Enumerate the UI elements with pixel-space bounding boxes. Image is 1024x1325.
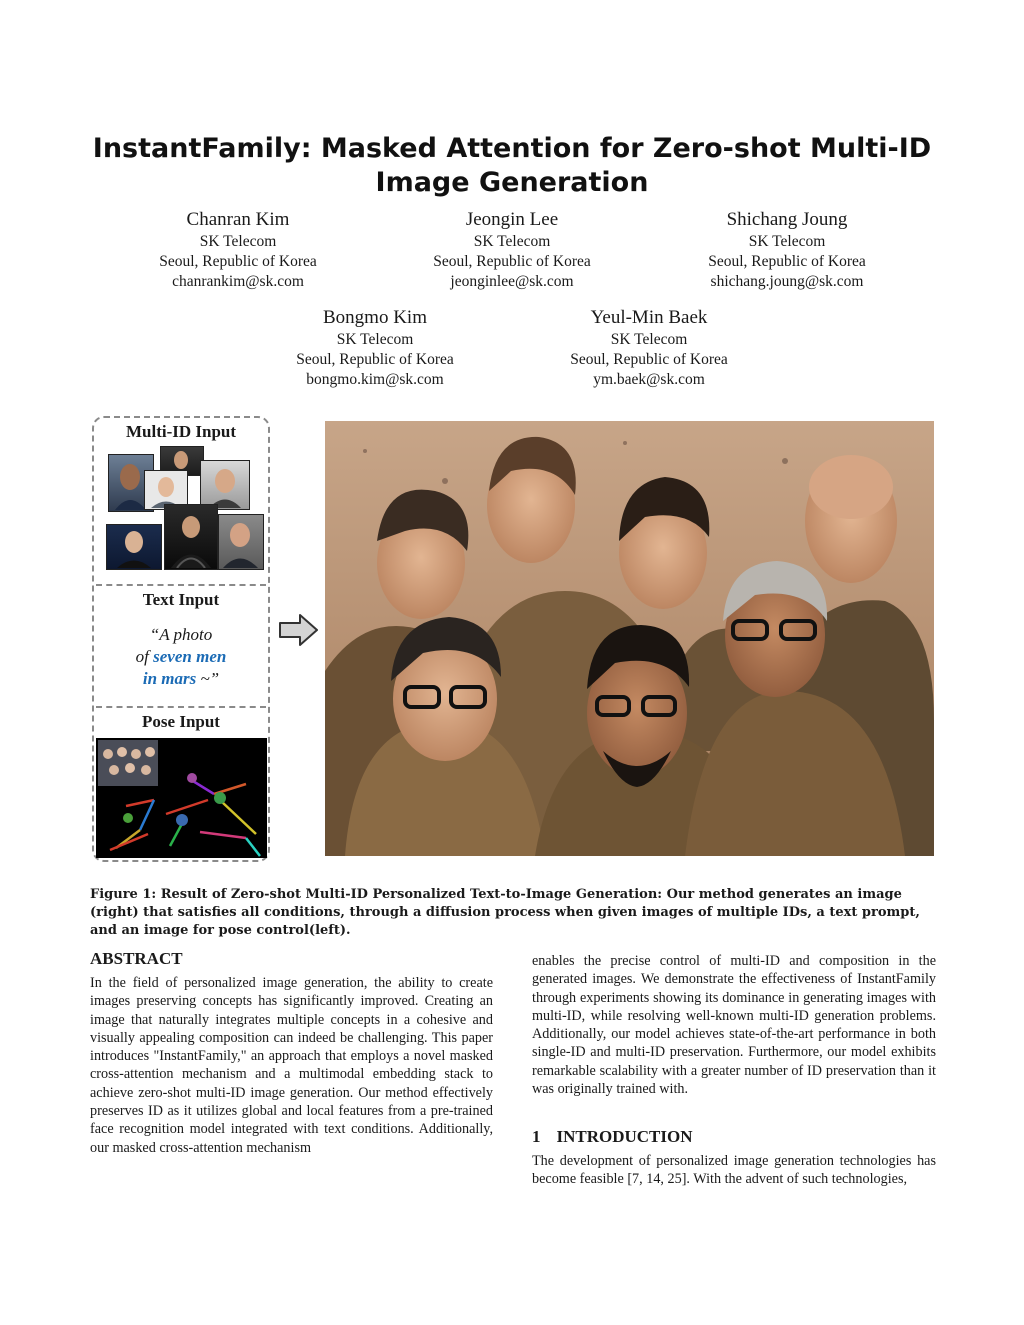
- text-prompt: [94, 624, 268, 690]
- pose-image: [96, 738, 267, 858]
- prompt-text: ~”: [196, 669, 220, 688]
- author-location: Seoul, Republic of Korea: [708, 253, 866, 270]
- abstract-text: In the field of personalized image generation, the ability to create images preserving concepts has significantly improved. Creating an image that naturally integrates multiple concepts in a cohesive and visually appealing composition can indeed be challenging. This paper introduces "InstantFamily," an approach that employs a novel masked cross-attention mechanism and a multimodal embedding stack to achieve zero-shot multi-ID image generation. Our method effectively preserves ID as it utilizes global and local features from a pre-trained face recognition model integrated with text conditions. Additionally, our masked cross-attention mechanism: [90, 975, 493, 1156]
- author-name: Shichang Joung: [726, 209, 848, 230]
- author-block: [519, 306, 779, 390]
- author-affiliation: SK Telecom: [473, 233, 551, 250]
- input-panel: [92, 416, 270, 862]
- author-block: [657, 208, 917, 292]
- author-name: Jeongin Lee: [465, 209, 559, 230]
- abstract-section: [90, 948, 493, 1157]
- author-email: ym.baek@sk.com: [593, 371, 705, 388]
- face-photo: [218, 514, 264, 570]
- panel-divider: [96, 706, 266, 708]
- generated-image: [325, 421, 934, 856]
- author-block: [245, 306, 505, 390]
- abstract-text-continued: enables the precise control of multi-ID and composition in the generated images. We demonstrate the effectiveness of InstantFamily through experiments showing its dominance in generating images with multi-ID, while resolving well-known multi-ID generation problems. Additionally, our model achieves state-of-the-art performance in both single-ID and multi-ID preservation. Furthermore, our model exhibits remarkable scalability with a greater number of ID preservation than it was originally trained with.: [532, 953, 936, 1098]
- introduction-text: The development of personalized image generation technologies has become feasible [7, 14, 25]. With the advent of such technologies,: [532, 1153, 936, 1188]
- author-block: [108, 208, 368, 292]
- author-affiliation: SK Telecom: [199, 233, 277, 250]
- section-title: INTRODUCTION: [556, 1127, 693, 1146]
- author-affiliation: SK Telecom: [748, 233, 826, 250]
- author-location: Seoul, Republic of Korea: [159, 253, 317, 270]
- pose-input-label: Pose Input: [142, 712, 220, 731]
- prompt-highlight: in mars: [142, 669, 197, 688]
- author-email: chanrankim@sk.com: [172, 273, 304, 290]
- author-location: Seoul, Republic of Korea: [570, 351, 728, 368]
- panel-divider: [96, 584, 266, 586]
- author-location: Seoul, Republic of Korea: [296, 351, 454, 368]
- paper-title: InstantFamily: Masked Attention for Zero-shot Multi-ID Image Generation: [92, 133, 932, 198]
- face-photo: [106, 524, 162, 570]
- section-number: 1: [532, 1127, 541, 1146]
- multi-id-input-label: Multi-ID Input: [125, 422, 237, 441]
- author-email: jeonginlee@sk.com: [450, 273, 574, 290]
- text-input-label: Text Input: [142, 590, 220, 609]
- prompt-line: [94, 646, 268, 668]
- author-name: Chanran Kim: [186, 209, 290, 230]
- author-name: Yeul-Min Baek: [590, 307, 708, 328]
- prompt-line: [94, 668, 268, 690]
- prompt-highlight: seven men: [153, 647, 227, 666]
- author-affiliation: SK Telecom: [610, 331, 688, 348]
- introduction-heading: [532, 1126, 693, 1148]
- face-photo: [164, 504, 218, 570]
- author-affiliation: SK Telecom: [336, 331, 414, 348]
- author-email: shichang.joung@sk.com: [710, 273, 864, 290]
- prompt-text: of: [135, 647, 154, 666]
- figure-caption: Figure 1: Result of Zero-shot Multi-ID Personalized Text-to-Image Generation: Our method generates an image (right) that satisfies all conditions, through a diffusion process when given images of multiple IDs, a text prompt, and an image for pose control(left).: [90, 887, 920, 938]
- arrow-right-icon: [278, 612, 320, 648]
- author-email: bongmo.kim@sk.com: [306, 371, 444, 388]
- author-location: Seoul, Republic of Korea: [433, 253, 591, 270]
- face-photo: [200, 460, 250, 510]
- prompt-line: “A photo: [149, 625, 213, 644]
- author-block: [382, 208, 642, 292]
- abstract-heading: ABSTRACT: [90, 949, 183, 968]
- author-name: Bongmo Kim: [323, 307, 427, 328]
